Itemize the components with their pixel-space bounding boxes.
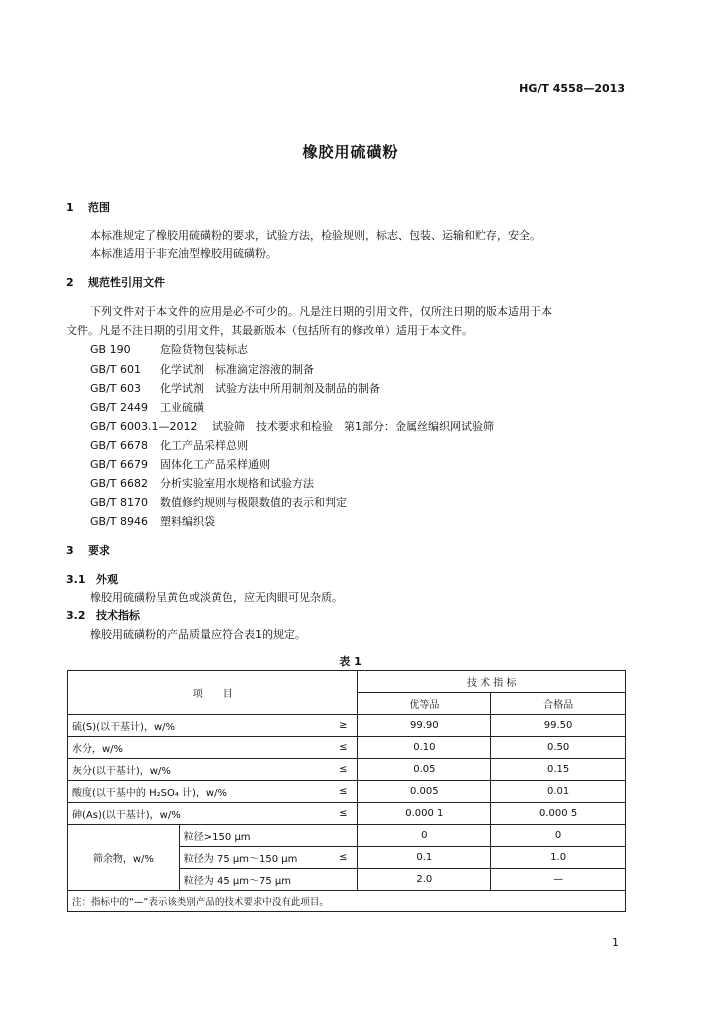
table-item-cell (68, 803, 358, 825)
grade1-value: 0.10 (358, 737, 491, 759)
section-title: 范围 (88, 201, 110, 214)
section-title: 外观 (96, 573, 118, 586)
reference-item (90, 513, 215, 529)
reference-name: 数值修约规则与极限数值的表示和判定 (160, 496, 347, 509)
section-number: 1 (66, 201, 74, 214)
reference-item (90, 361, 314, 377)
table-title: 表 1 (339, 655, 362, 668)
reference-item (90, 380, 380, 396)
grade2-value: 1.0 (491, 847, 626, 869)
grade2-value: 0.50 (491, 737, 626, 759)
table-row (68, 781, 626, 803)
reference-code: GB 190 (90, 343, 131, 356)
reference-code: GB/T 8946 (90, 515, 148, 528)
reference-name: 工业硫磺 (160, 401, 204, 414)
section-number: 3 (66, 544, 74, 557)
reference-code: GB/T 6679 (90, 458, 148, 471)
reference-item (90, 456, 270, 472)
grade2-value: 0.15 (491, 759, 626, 781)
grade2-value: 99.50 (491, 715, 626, 737)
section-1-paragraph-2: 本标准适用于非充油型橡胶用硫磺粉。 (90, 247, 277, 260)
table-row (68, 825, 626, 847)
table-item-cell (68, 715, 358, 737)
reference-name: 化学试剂 标准滴定溶液的制备 (160, 363, 314, 376)
sieve-size-cell (179, 825, 358, 847)
spec-table (67, 670, 626, 912)
sieve-size: 粒径为 75 μm～150 μm (183, 854, 298, 865)
grade1-value: 2.0 (358, 869, 491, 891)
reference-name: 危险货物包装标志 (160, 343, 248, 356)
item-label: 水分，w/% (72, 744, 124, 755)
sieve-label: 筛余物，w/% (68, 825, 180, 891)
reference-code: GB/T 6003.1—2012 (90, 420, 198, 433)
table-item-cell (68, 737, 358, 759)
table-header-grade2: 合格品 (491, 693, 626, 715)
grade1-value: 0.005 (358, 781, 491, 803)
reference-item (90, 475, 314, 491)
section-3-heading (66, 542, 110, 558)
table-header-item: 项 目 (68, 671, 358, 715)
sieve-size: 粒径为 45 μm～75 μm (183, 876, 291, 887)
reference-item (90, 418, 494, 434)
relation-symbol: ≤ (339, 786, 348, 797)
sieve-size-cell (179, 869, 358, 891)
table-header-grade1: 优等品 (358, 693, 491, 715)
sieve-size-cell (179, 847, 358, 869)
reference-code: GB/T 6678 (90, 439, 148, 452)
relation-symbol: ≥ (339, 720, 348, 731)
reference-code: GB/T 603 (90, 382, 141, 395)
item-label: 灰分(以干基计)，w/% (72, 766, 171, 777)
section-number: 2 (66, 276, 74, 289)
grade2-value: 0.01 (491, 781, 626, 803)
table-row (68, 803, 626, 825)
table-row (68, 759, 626, 781)
section-number: 3.1 (66, 573, 86, 586)
reference-name: 固体化工产品采样通则 (160, 458, 270, 471)
relation-symbol: ≤ (339, 852, 348, 863)
section-title: 技术指标 (96, 609, 140, 622)
grade2-value: — (491, 869, 626, 891)
grade2-value: 0.000 5 (491, 803, 626, 825)
reference-item (90, 437, 248, 453)
reference-code: GB/T 6682 (90, 477, 148, 490)
section-title: 要求 (88, 544, 110, 557)
section-2-paragraph-line-1: 下列文件对于本文件的应用是必不可少的。凡是注日期的引用文件，仅所注日期的版本适用于本 (90, 305, 552, 318)
section-3-2-text: 橡胶用硫磺粉的产品质量应符合表1的规定。 (90, 628, 306, 641)
section-3-1-text: 橡胶用硫磺粉呈黄色或淡黄色，应无肉眼可见杂质。 (90, 591, 343, 604)
standard-number: HG/T 4558—2013 (519, 82, 625, 95)
section-2-heading (66, 274, 165, 290)
reference-name: 塑料编织袋 (160, 515, 215, 528)
table-note-row (68, 891, 626, 912)
reference-code: GB/T 601 (90, 363, 141, 376)
relation-symbol: ≤ (339, 808, 348, 819)
grade1-value: 0.1 (358, 847, 491, 869)
reference-name: 试验筛 技术要求和检验 第1部分：金属丝编织网试验筛 (212, 420, 494, 433)
table-note: 注：指标中的“—”表示该类别产品的技术要求中没有此项目。 (68, 891, 626, 912)
reference-name: 化工产品采样总则 (160, 439, 248, 452)
reference-code: GB/T 2449 (90, 401, 148, 414)
relation-symbol: ≤ (339, 742, 348, 753)
item-label: 硫(S)(以干基计)，w/% (72, 722, 176, 733)
sieve-size: 粒径>150 μm (183, 832, 251, 843)
document-title: 橡胶用硫磺粉 (302, 143, 399, 161)
page-number: 1 (612, 936, 619, 949)
reference-item (90, 399, 204, 415)
item-label: 砷(As)(以干基计)，w/% (72, 810, 181, 821)
reference-item (90, 494, 347, 510)
grade1-value: 99.90 (358, 715, 491, 737)
reference-code: GB/T 8170 (90, 496, 148, 509)
table-header-row (68, 671, 626, 693)
table-item-cell (68, 781, 358, 803)
item-label: 酸度(以干基中的 H₂SO₄ 计)，w/% (72, 788, 227, 799)
section-title: 规范性引用文件 (88, 276, 165, 289)
table-row (68, 715, 626, 737)
section-3-1-heading (66, 571, 118, 587)
section-3-2-heading (66, 607, 140, 623)
grade1-value: 0.05 (358, 759, 491, 781)
reference-item (90, 341, 248, 357)
section-1-heading (66, 199, 110, 215)
reference-name: 分析实验室用水规格和试验方法 (160, 477, 314, 490)
grade1-value: 0.000 1 (358, 803, 491, 825)
relation-symbol: ≤ (339, 764, 348, 775)
table-header-spec: 技 术 指 标 (358, 671, 626, 693)
table-item-cell (68, 759, 358, 781)
grade2-value: 0 (491, 825, 626, 847)
section-2-paragraph-line-2: 文件。凡是不注日期的引用文件，其最新版本（包括所有的修改单）适用于本文件。 (66, 324, 473, 337)
grade1-value: 0 (358, 825, 491, 847)
reference-name: 化学试剂 试验方法中所用制剂及制品的制备 (160, 382, 380, 395)
section-number: 3.2 (66, 609, 86, 622)
section-1-paragraph-1: 本标准规定了橡胶用硫磺粉的要求，试验方法，检验规则，标志、包装、运输和贮存，安全。 (90, 229, 541, 242)
table-row (68, 737, 626, 759)
